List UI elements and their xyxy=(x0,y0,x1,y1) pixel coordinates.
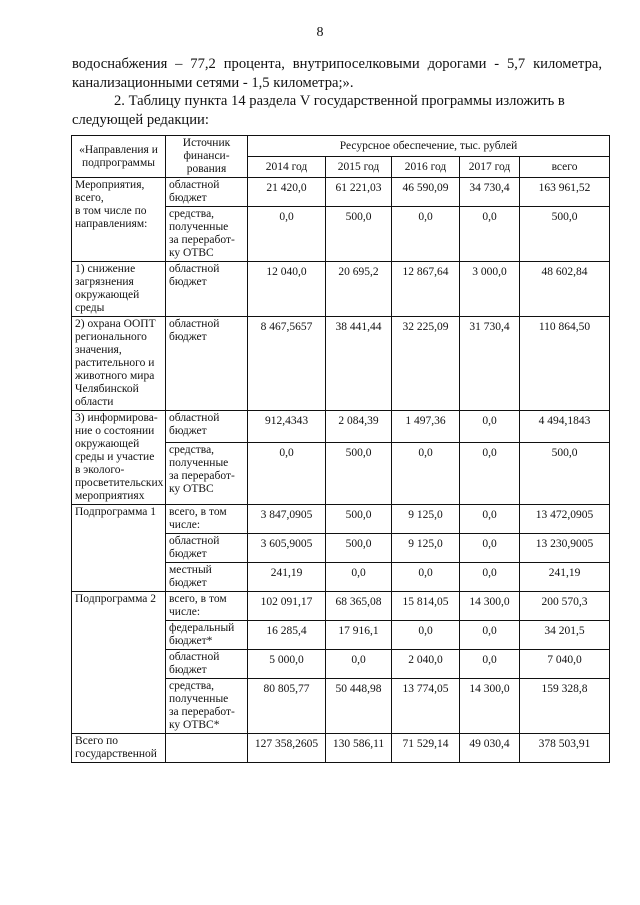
total-value: 4 494,1843 xyxy=(520,411,610,443)
year-value: 17 916,1 xyxy=(326,621,392,650)
year-value: 0,0 xyxy=(460,443,520,505)
year-value: 80 805,77 xyxy=(248,679,326,734)
header-year: 2014 год xyxy=(248,157,326,178)
year-value: 0,0 xyxy=(460,411,520,443)
direction-label: 3) информирова- ние о состоянии окружающей среды и участие в эколого- просветительских мероприятиях xyxy=(72,411,166,505)
year-value: 5 000,0 xyxy=(248,650,326,679)
paragraph-instruction: 2. Таблицу пункта 14 раздела V государственной программы изложить в следующей редакции: xyxy=(72,93,565,128)
year-value: 8 467,5657 xyxy=(248,317,326,411)
direction-label: Подпрограмма 1 xyxy=(72,505,166,592)
year-value: 0,0 xyxy=(248,443,326,505)
table-row xyxy=(72,505,610,534)
year-value: 9 125,0 xyxy=(392,534,460,563)
year-value: 12 040,0 xyxy=(248,262,326,317)
year-value: 1 497,36 xyxy=(392,411,460,443)
year-value: 0,0 xyxy=(392,443,460,505)
funding-source: средства, полученные за переработ- ку ОТВС xyxy=(166,443,248,505)
funding-source: федеральный бюджет* xyxy=(166,621,248,650)
resource-table xyxy=(71,135,610,763)
year-value: 0,0 xyxy=(392,621,460,650)
table-row xyxy=(72,734,610,763)
direction-label: Всего по государственной xyxy=(72,734,166,763)
direction-label: 1) снижение загрязнения окружающей среды xyxy=(72,262,166,317)
direction-label: 2) охрана ООПТ регионального значения, растительного и животного мира Челябинской области xyxy=(72,317,166,411)
total-value: 163 961,52 xyxy=(520,178,610,207)
year-value: 3 000,0 xyxy=(460,262,520,317)
header-directions: «Направления и подпрограммы xyxy=(72,136,166,178)
total-value: 13 230,9005 xyxy=(520,534,610,563)
year-value: 68 365,08 xyxy=(326,592,392,621)
year-value: 500,0 xyxy=(326,207,392,262)
funding-source: местный бюджет xyxy=(166,563,248,592)
year-value: 50 448,98 xyxy=(326,679,392,734)
year-value: 16 285,4 xyxy=(248,621,326,650)
year-value: 0,0 xyxy=(326,650,392,679)
total-value: 200 570,3 xyxy=(520,592,610,621)
table-row xyxy=(72,262,610,317)
year-value: 0,0 xyxy=(460,534,520,563)
header-year: 2015 год xyxy=(326,157,392,178)
year-value: 71 529,14 xyxy=(392,734,460,763)
direction-label: Подпрограмма 2 xyxy=(72,592,166,734)
year-value: 127 358,2605 xyxy=(248,734,326,763)
total-value: 48 602,84 xyxy=(520,262,610,317)
funding-source: всего, в том числе: xyxy=(166,592,248,621)
total-value: 34 201,5 xyxy=(520,621,610,650)
year-value: 0,0 xyxy=(460,621,520,650)
year-value: 32 225,09 xyxy=(392,317,460,411)
funding-source: областной бюджет xyxy=(166,534,248,563)
year-value: 0,0 xyxy=(460,207,520,262)
funding-source xyxy=(166,734,248,763)
header-year: 2017 год xyxy=(460,157,520,178)
year-value: 0,0 xyxy=(460,650,520,679)
year-value: 3 605,9005 xyxy=(248,534,326,563)
year-value: 14 300,0 xyxy=(460,679,520,734)
year-value: 21 420,0 xyxy=(248,178,326,207)
year-value: 15 814,05 xyxy=(392,592,460,621)
funding-source: областной бюджет xyxy=(166,317,248,411)
year-value: 31 730,4 xyxy=(460,317,520,411)
header-resource-group: Ресурсное обеспечение, тыс. рублей xyxy=(248,136,610,157)
table-row xyxy=(72,592,610,621)
header-source: Источник финанси-рования xyxy=(166,136,248,178)
year-value: 102 091,17 xyxy=(248,592,326,621)
direction-label: Мероприятия, всего, в том числе по направлениям: xyxy=(72,178,166,262)
year-value: 0,0 xyxy=(326,563,392,592)
funding-source: средства, полученные за переработ- ку ОТВС* xyxy=(166,679,248,734)
year-value: 12 867,64 xyxy=(392,262,460,317)
year-value: 500,0 xyxy=(326,505,392,534)
header-year: 2016 год xyxy=(392,157,460,178)
total-value: 241,19 xyxy=(520,563,610,592)
header-total: всего xyxy=(520,157,610,178)
year-value: 0,0 xyxy=(248,207,326,262)
year-value: 38 441,44 xyxy=(326,317,392,411)
year-value: 0,0 xyxy=(460,505,520,534)
year-value: 241,19 xyxy=(248,563,326,592)
year-value: 0,0 xyxy=(392,207,460,262)
year-value: 3 847,0905 xyxy=(248,505,326,534)
funding-source: средства, полученные за переработ- ку ОТВС xyxy=(166,207,248,262)
year-value: 9 125,0 xyxy=(392,505,460,534)
year-value: 49 030,4 xyxy=(460,734,520,763)
year-value: 500,0 xyxy=(326,534,392,563)
total-value: 159 328,8 xyxy=(520,679,610,734)
paragraph-continuation: водоснабжения – 77,2 процента, внутрипоселковыми дорогами - 5,7 километра, канализационными сетями - 1,5 километра;». xyxy=(72,56,602,91)
total-value: 110 864,50 xyxy=(520,317,610,411)
year-value: 912,4343 xyxy=(248,411,326,443)
year-value: 2 084,39 xyxy=(326,411,392,443)
year-value: 13 774,05 xyxy=(392,679,460,734)
total-value: 13 472,0905 xyxy=(520,505,610,534)
year-value: 130 586,11 xyxy=(326,734,392,763)
funding-source: всего, в том числе: xyxy=(166,505,248,534)
total-value: 500,0 xyxy=(520,443,610,505)
table-body xyxy=(72,178,610,763)
funding-source: областной бюджет xyxy=(166,650,248,679)
table-row xyxy=(72,317,610,411)
total-value: 7 040,0 xyxy=(520,650,610,679)
funding-source: областной бюджет xyxy=(166,178,248,207)
year-value: 14 300,0 xyxy=(460,592,520,621)
year-value: 34 730,4 xyxy=(460,178,520,207)
table-row xyxy=(72,178,610,207)
table-row xyxy=(72,411,610,443)
total-value: 378 503,91 xyxy=(520,734,610,763)
funding-source: областной бюджет xyxy=(166,262,248,317)
page-number: 8 xyxy=(316,25,324,40)
year-value: 2 040,0 xyxy=(392,650,460,679)
total-value: 500,0 xyxy=(520,207,610,262)
year-value: 20 695,2 xyxy=(326,262,392,317)
funding-source: областной бюджет xyxy=(166,411,248,443)
year-value: 61 221,03 xyxy=(326,178,392,207)
year-value: 500,0 xyxy=(326,443,392,505)
year-value: 0,0 xyxy=(392,563,460,592)
year-value: 46 590,09 xyxy=(392,178,460,207)
year-value: 0,0 xyxy=(460,563,520,592)
